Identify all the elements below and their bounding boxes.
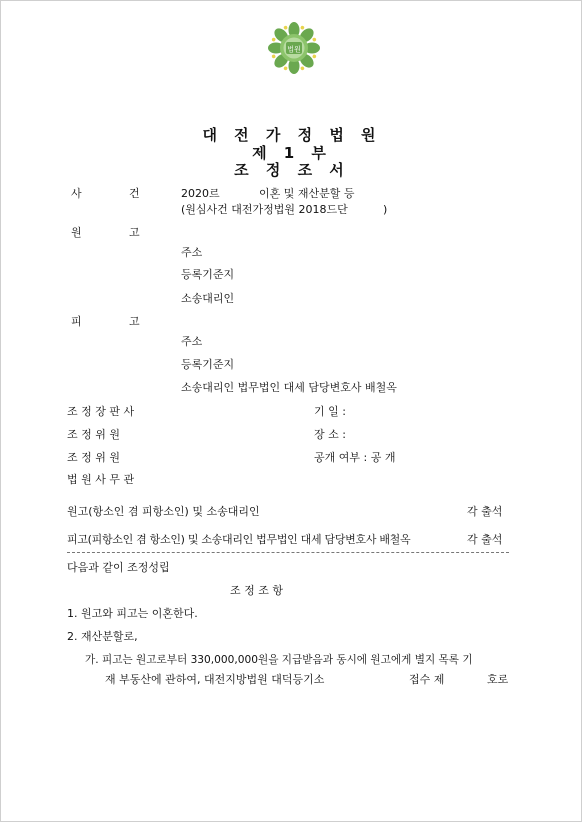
defendant-label-b: 고 [129,315,140,328]
case-label-a: 사 [71,187,82,200]
settlement-intro: 다음과 같이 조정성립 [67,561,170,574]
emblem-label: 법원 [287,45,301,54]
division: 제 1 부 [252,144,332,162]
divider [67,552,509,553]
plaintiff-address: 주소 [181,246,203,259]
defendant-attendance: 피고(피항소인 겸 항소인) 및 소송대리인 법무법인 대세 담당변호사 배철옥 [67,533,411,546]
defendant-registry: 등록기준지 [181,358,235,371]
receipt-label: 접수 제 [409,673,445,686]
plaintiff-label-b: 고 [129,226,140,239]
plaintiff-counsel: 소송대리인 [181,292,235,305]
clause-2a-line2: 재 부동산에 관하여, 대전지방법원 대덕등기소 [105,673,325,686]
settlement-heading: 조 정 조 항 [230,584,283,597]
plaintiff-registry: 등록기준지 [181,268,235,281]
original-case: (원심사건 대전가정법원 2018드단 [181,203,348,216]
clause-2: 2. 재산분할로, [67,630,138,643]
member2-label: 조 정 위 원 [67,451,120,464]
defendant-address: 주소 [181,335,203,348]
plaintiff-label-a: 원 [71,226,82,239]
case-subject: 이혼 및 재산분할 등 [259,187,355,200]
document-title: 조 정 조 서 [234,161,350,179]
original-case-close: ) [383,203,388,216]
public-label: 공개 여부 : 공 개 [314,451,396,464]
judge-label: 조 정 장 판 사 [67,405,135,418]
place-label: 장 소 : [314,428,346,441]
date-label: 기 일 : [314,405,346,418]
defendant-counsel: 소송대리인 법무법인 대세 담당변호사 배철옥 [181,381,397,394]
clause-1: 1. 원고와 피고는 이혼한다. [67,607,198,620]
plaintiff-attendance-status: 각 출석 [467,505,503,518]
defendant-label-a: 피 [71,315,82,328]
clerk-label: 법 원 사 무 관 [67,473,135,486]
court-name: 대 전 가 정 법 원 [202,126,382,144]
case-label-b: 건 [129,187,140,200]
case-number: 2020르 [181,187,220,200]
plaintiff-attendance: 원고(항소인 겸 피항소인) 및 소송대리인 [67,505,260,518]
receipt-number: 호로 [487,673,509,686]
clause-2a-line1: 가. 피고는 원고로부터 330,000,000원을 지급받음과 동시에 원고에게 별지 목록 기 [85,654,473,666]
defendant-attendance-status: 각 출석 [467,533,503,546]
court-emblem-icon [267,21,321,75]
member1-label: 조 정 위 원 [67,428,120,441]
